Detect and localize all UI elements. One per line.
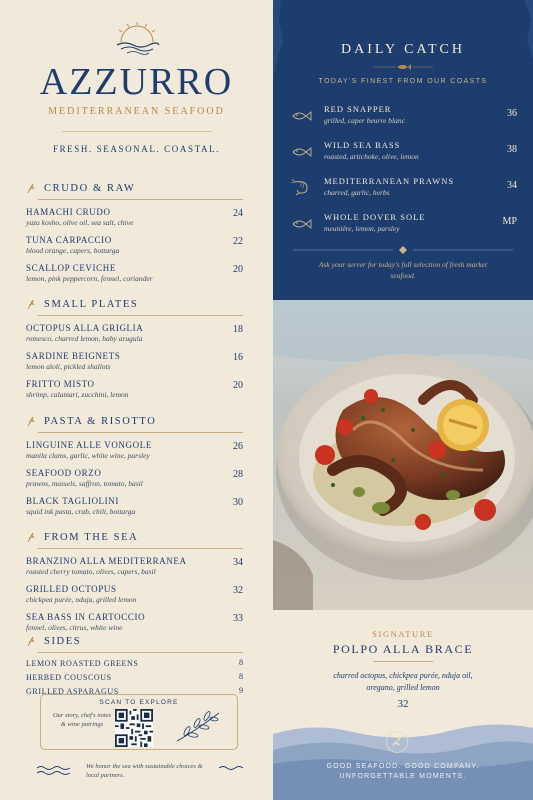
item-name: GRILLED ASPARAGUS bbox=[26, 687, 119, 696]
item-price: 32 bbox=[233, 585, 243, 596]
qr-promo-box bbox=[40, 694, 238, 750]
item-desc: romesco, charred lemon, baby arugula bbox=[26, 334, 143, 343]
section-title: PASTA & RISOTTO bbox=[44, 415, 157, 427]
catch-name: WHOLE DOVER SOLE bbox=[324, 212, 426, 222]
item-price: 24 bbox=[233, 208, 243, 219]
note-text: Ask your server for today's full selection of fresh market seafood. bbox=[318, 260, 488, 280]
menu-item bbox=[26, 235, 243, 256]
catch-item bbox=[291, 104, 517, 134]
wave-icon bbox=[36, 764, 72, 776]
section-sides bbox=[26, 634, 243, 698]
signature-price: 32 bbox=[397, 698, 409, 710]
right-column bbox=[273, 0, 533, 800]
item-price: 20 bbox=[233, 380, 243, 391]
section-title: SMALL PLATES bbox=[44, 298, 139, 310]
side-item bbox=[26, 658, 243, 670]
item-name: HERBED COUSCOUS bbox=[26, 673, 112, 682]
item-name: TUNA CARPACCIO bbox=[26, 235, 112, 245]
diamond-divider-icon bbox=[293, 246, 513, 254]
item-desc: lemon aïoli, pickled shallots bbox=[26, 362, 111, 371]
daily-catch-note bbox=[273, 259, 533, 281]
brand-name: AZZURRO bbox=[39, 61, 234, 103]
item-name: SCALLOP CEVICHE bbox=[26, 263, 116, 273]
olive-emblem-icon bbox=[385, 730, 409, 754]
item-name: BLACK TAGLIOLINI bbox=[26, 496, 119, 506]
wave-icon bbox=[218, 764, 244, 772]
signature-footer bbox=[273, 762, 533, 782]
item-desc: prawns, mussels, saffron, tomato, basil bbox=[26, 479, 143, 488]
section-divider bbox=[38, 548, 243, 549]
item-price: 28 bbox=[233, 469, 243, 480]
section-title: CRUDO & RAW bbox=[44, 182, 136, 194]
item-price: 9 bbox=[239, 686, 243, 695]
item-desc: lemon, pink peppercorn, fennel, coriander bbox=[26, 274, 153, 283]
footer-text: GOOD SEAFOOD. GOOD COMPANY. UNFORGETTABLE MOMENTS. bbox=[326, 763, 480, 780]
daily-catch-title: DAILY CATCH bbox=[340, 42, 466, 57]
section-divider bbox=[38, 432, 243, 433]
section-divider bbox=[38, 315, 243, 316]
menu-item bbox=[26, 207, 243, 228]
catch-name: WILD SEA BASS bbox=[324, 140, 401, 150]
item-desc: blood orange, capers, bottarga bbox=[26, 246, 120, 255]
signature-panel bbox=[273, 610, 533, 800]
item-price: 30 bbox=[233, 497, 243, 508]
item-price: 22 bbox=[233, 236, 243, 247]
item-price: 20 bbox=[233, 264, 243, 275]
sustainability-text: We honor the sea with sustainable choices & local partners. bbox=[86, 763, 203, 779]
olive-branch-icon bbox=[173, 709, 223, 745]
catch-price: 38 bbox=[507, 144, 517, 155]
item-name: HAMACHI CRUDO bbox=[26, 207, 111, 217]
menu-item bbox=[26, 468, 243, 489]
item-name: LEMON ROASTED GREENS bbox=[26, 659, 139, 668]
item-price: 26 bbox=[233, 441, 243, 452]
catch-desc: roasted, artichoke, olive, lemon bbox=[324, 152, 419, 161]
wheat-sprig-icon bbox=[26, 635, 36, 647]
brand-header bbox=[0, 20, 273, 154]
item-desc: chickpea purée, nduja, grilled lemon bbox=[26, 595, 137, 604]
item-name: LINGUINE ALLE VONGOLE bbox=[26, 440, 152, 450]
item-desc: fennel, olives, citrus, white wine bbox=[26, 623, 123, 632]
catch-item bbox=[291, 176, 517, 206]
item-desc: roasted cherry tomato, olives, capers, basil bbox=[26, 567, 156, 576]
daily-catch-subtitle: TODAY'S FINEST FROM OUR COASTS bbox=[318, 78, 488, 85]
menu-item bbox=[26, 263, 243, 284]
menu-item bbox=[26, 556, 243, 577]
menu-item bbox=[26, 351, 243, 372]
item-price: 8 bbox=[239, 672, 243, 681]
wheat-sprig-icon bbox=[26, 415, 36, 427]
item-price: 34 bbox=[233, 557, 243, 568]
catch-price: MP bbox=[502, 216, 517, 227]
catch-name: MEDITERRANEAN PRAWNS bbox=[324, 176, 455, 186]
item-price: 33 bbox=[233, 613, 243, 624]
item-desc: shrimp, calamari, zucchini, lemon bbox=[26, 390, 129, 399]
wheat-sprig-icon bbox=[26, 531, 36, 543]
item-name: SARDINE BEIGNETS bbox=[26, 351, 121, 361]
catch-desc: charred, garlic, herbs bbox=[324, 188, 390, 197]
menu-item bbox=[26, 379, 243, 400]
brand-tagline: FRESH. SEASONAL. COASTAL. bbox=[52, 144, 221, 154]
item-name: BRANZINO ALLA MEDITERRANEA bbox=[26, 556, 187, 566]
fish-icon bbox=[291, 218, 313, 230]
signature-label: SIGNATURE bbox=[372, 629, 434, 639]
catch-item bbox=[291, 212, 517, 242]
section-title: SIDES bbox=[44, 635, 82, 647]
catch-price: 34 bbox=[507, 180, 517, 191]
catch-name: RED SNAPPER bbox=[324, 104, 392, 114]
qr-description: Our story, chef's notes & wine pairings bbox=[52, 712, 112, 728]
signature-desc-text: charred octopus, chickpea purée, nduja oil, oregano, grilled lemon bbox=[333, 671, 473, 692]
item-price: 8 bbox=[239, 658, 243, 667]
catch-price: 36 bbox=[507, 108, 517, 119]
menu-item bbox=[26, 496, 243, 517]
menu-item bbox=[26, 584, 243, 605]
catch-desc: grilled, caper beurre blanc bbox=[324, 116, 405, 125]
item-name: GRILLED OCTOPUS bbox=[26, 584, 117, 594]
section-crudo bbox=[26, 181, 243, 284]
section-title: FROM THE SEA bbox=[44, 531, 139, 543]
prawn-icon bbox=[291, 178, 313, 196]
signature-desc bbox=[273, 670, 533, 694]
sun-wave-logo-icon bbox=[107, 20, 167, 56]
signature-name: POLPO ALLA BRACE bbox=[332, 642, 474, 656]
section-divider bbox=[38, 199, 243, 200]
section-small-plates bbox=[26, 297, 243, 400]
wheat-sprig-icon bbox=[26, 182, 36, 194]
menu-item bbox=[26, 612, 243, 633]
item-desc: squid ink pasta, crab, chili, bottarga bbox=[26, 507, 136, 516]
item-price: 18 bbox=[233, 324, 243, 335]
brand-divider bbox=[62, 131, 212, 132]
item-desc: manila clams, garlic, white wine, parsley bbox=[26, 451, 150, 460]
octopus-dish-photo bbox=[273, 300, 533, 610]
qr-title: SCAN TO EXPLORE bbox=[99, 699, 179, 706]
item-name: FRITTO MISTO bbox=[26, 379, 95, 389]
catch-desc: meunière, lemon, parsley bbox=[324, 224, 400, 233]
signature-divider bbox=[373, 661, 433, 662]
qr-code-icon[interactable] bbox=[115, 709, 153, 747]
item-name: SEA BASS IN CARTOCCIO bbox=[26, 612, 146, 622]
wheat-sprig-icon bbox=[26, 298, 36, 310]
menu-item bbox=[26, 440, 243, 461]
section-pasta-risotto bbox=[26, 414, 243, 517]
brand-subtitle: MEDITERRANEAN SEAFOOD bbox=[48, 106, 225, 117]
menu-item bbox=[26, 323, 243, 344]
side-item bbox=[26, 672, 243, 684]
item-price: 16 bbox=[233, 352, 243, 363]
fish-icon bbox=[291, 146, 313, 158]
fish-icon bbox=[291, 110, 313, 122]
section-from-the-sea bbox=[26, 530, 243, 633]
fish-ornament-icon bbox=[373, 63, 433, 71]
item-desc: yuzu kosho, olive oil, sea salt, chive bbox=[26, 218, 134, 227]
item-name: SEAFOOD ORZO bbox=[26, 468, 102, 478]
item-name: OCTOPUS ALLA GRIGLIA bbox=[26, 323, 144, 333]
catch-item bbox=[291, 140, 517, 170]
sustainability-footer bbox=[0, 760, 273, 790]
